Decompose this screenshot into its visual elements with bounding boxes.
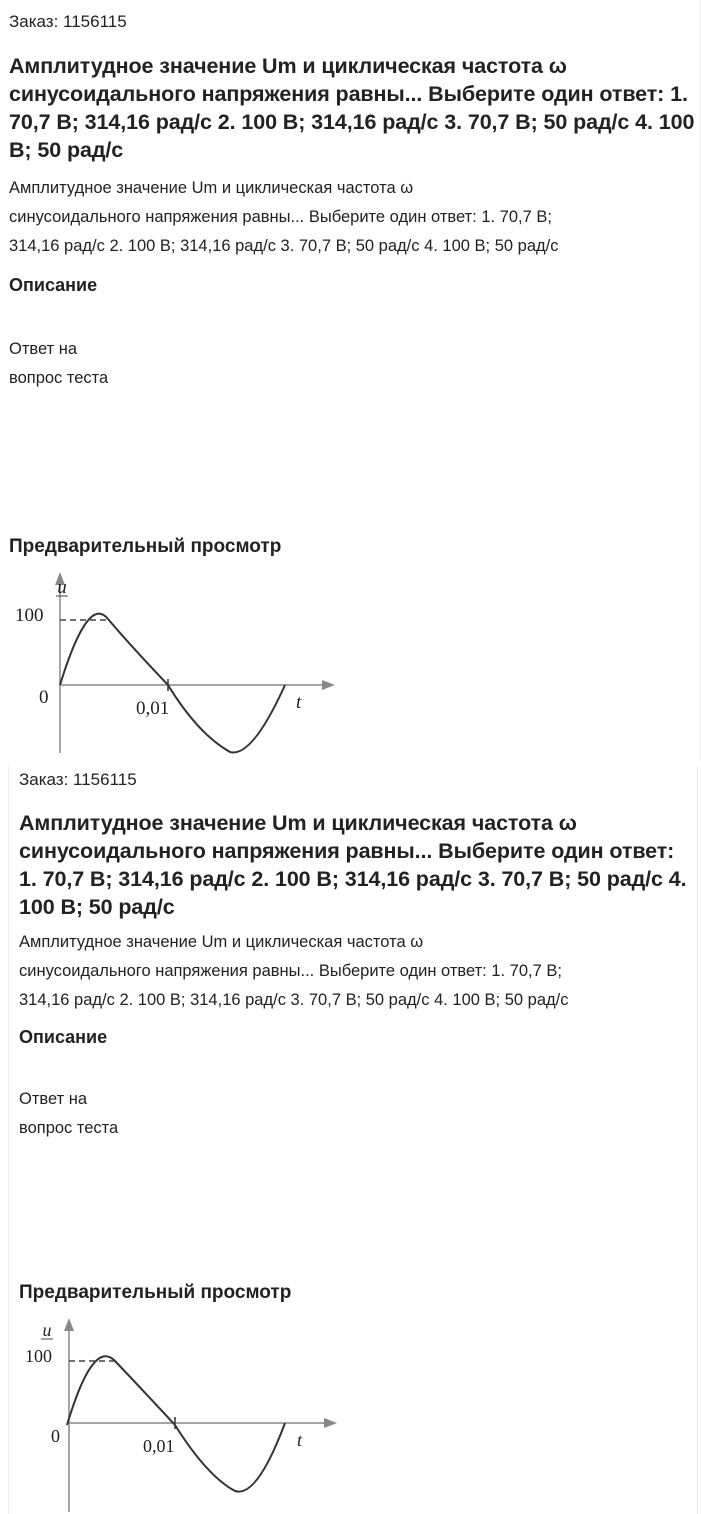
order-card-2: [8, 766, 698, 1514]
question-lead: [19, 928, 697, 1015]
description-heading: Описание: [19, 1027, 108, 1047]
preview-heading: Предварительный просмотр: [19, 1282, 292, 1303]
question-lead-line: 314,16 рад/с 2. 100 В; 314,16 рад/с 3. 70,7 В; 50 рад/с 4. 100 В; 50 рад/с: [9, 237, 559, 255]
sine-graph-preview: [9, 1316, 354, 1514]
y-axis-label: u: [57, 577, 67, 598]
question-title: Амплитудное значение Um и циклическая частота ω синусоидального напряжения равны... Выберите один ответ: 1. 70,7 В; 314,16 рад/с 2. 100 В; 314,16 рад/с 3. 70,7 В; 50 рад/с 4. 100 В; 50 рад/с: [19, 811, 687, 919]
question-lead-line: синусоидального напряжения равны... Выберите один ответ: 1. 70,7 В;: [19, 962, 562, 980]
order-number: Заказ: 1156115: [19, 770, 137, 789]
description-line: Ответ на: [19, 1090, 88, 1108]
description-text: [19, 1085, 118, 1143]
y-axis-arrow: [64, 1318, 74, 1331]
question-title: Амплитудное значение Um и циклическая частота ω синусоидального напряжения равны... Выберите один ответ: 1. 70,7 В; 314,16 рад/с 2. 100 В; 314,16 рад/с 3. 70,7 В; 50 рад/с 4. 100 В; 50 рад/с: [9, 54, 695, 162]
question-lead: [9, 174, 699, 261]
sine-wave-curve: [67, 1356, 285, 1491]
description-text: [9, 335, 108, 393]
x-axis-label: t: [297, 1430, 303, 1450]
x-axis-arrow: [324, 1418, 337, 1428]
order-number: Заказ: 1156115: [9, 12, 127, 31]
sine-wave-curve: [60, 614, 285, 753]
y-tick-label: 100: [15, 605, 44, 626]
x-axis-label: t: [296, 692, 302, 713]
description-heading: Описание: [9, 275, 98, 295]
question-lead-line: 314,16 рад/с 2. 100 В; 314,16 рад/с 3. 70,7 В; 50 рад/с 4. 100 В; 50 рад/с: [19, 991, 569, 1009]
description-line: Ответ на: [9, 340, 78, 358]
y-axis-label: u: [42, 1320, 52, 1340]
x-tick-label: 0,01: [143, 1436, 175, 1456]
sine-graph-preview: [0, 570, 350, 760]
x-tick-label: 0,01: [136, 698, 170, 719]
y-tick-label: 100: [25, 1346, 52, 1366]
origin-label: 0: [39, 687, 49, 708]
question-lead-line: Амплитудное значение Um и циклическая частота ω: [9, 179, 414, 197]
question-lead-line: синусоидального напряжения равны... Выберите один ответ: 1. 70,7 В;: [9, 208, 552, 226]
x-axis-arrow: [322, 680, 335, 690]
question-lead-line: Амплитудное значение Um и циклическая частота ω: [19, 933, 424, 951]
description-line: вопрос теста: [9, 369, 109, 387]
description-line: вопрос теста: [19, 1119, 119, 1137]
preview-heading: Предварительный просмотр: [9, 536, 282, 557]
origin-label: 0: [51, 1426, 60, 1446]
